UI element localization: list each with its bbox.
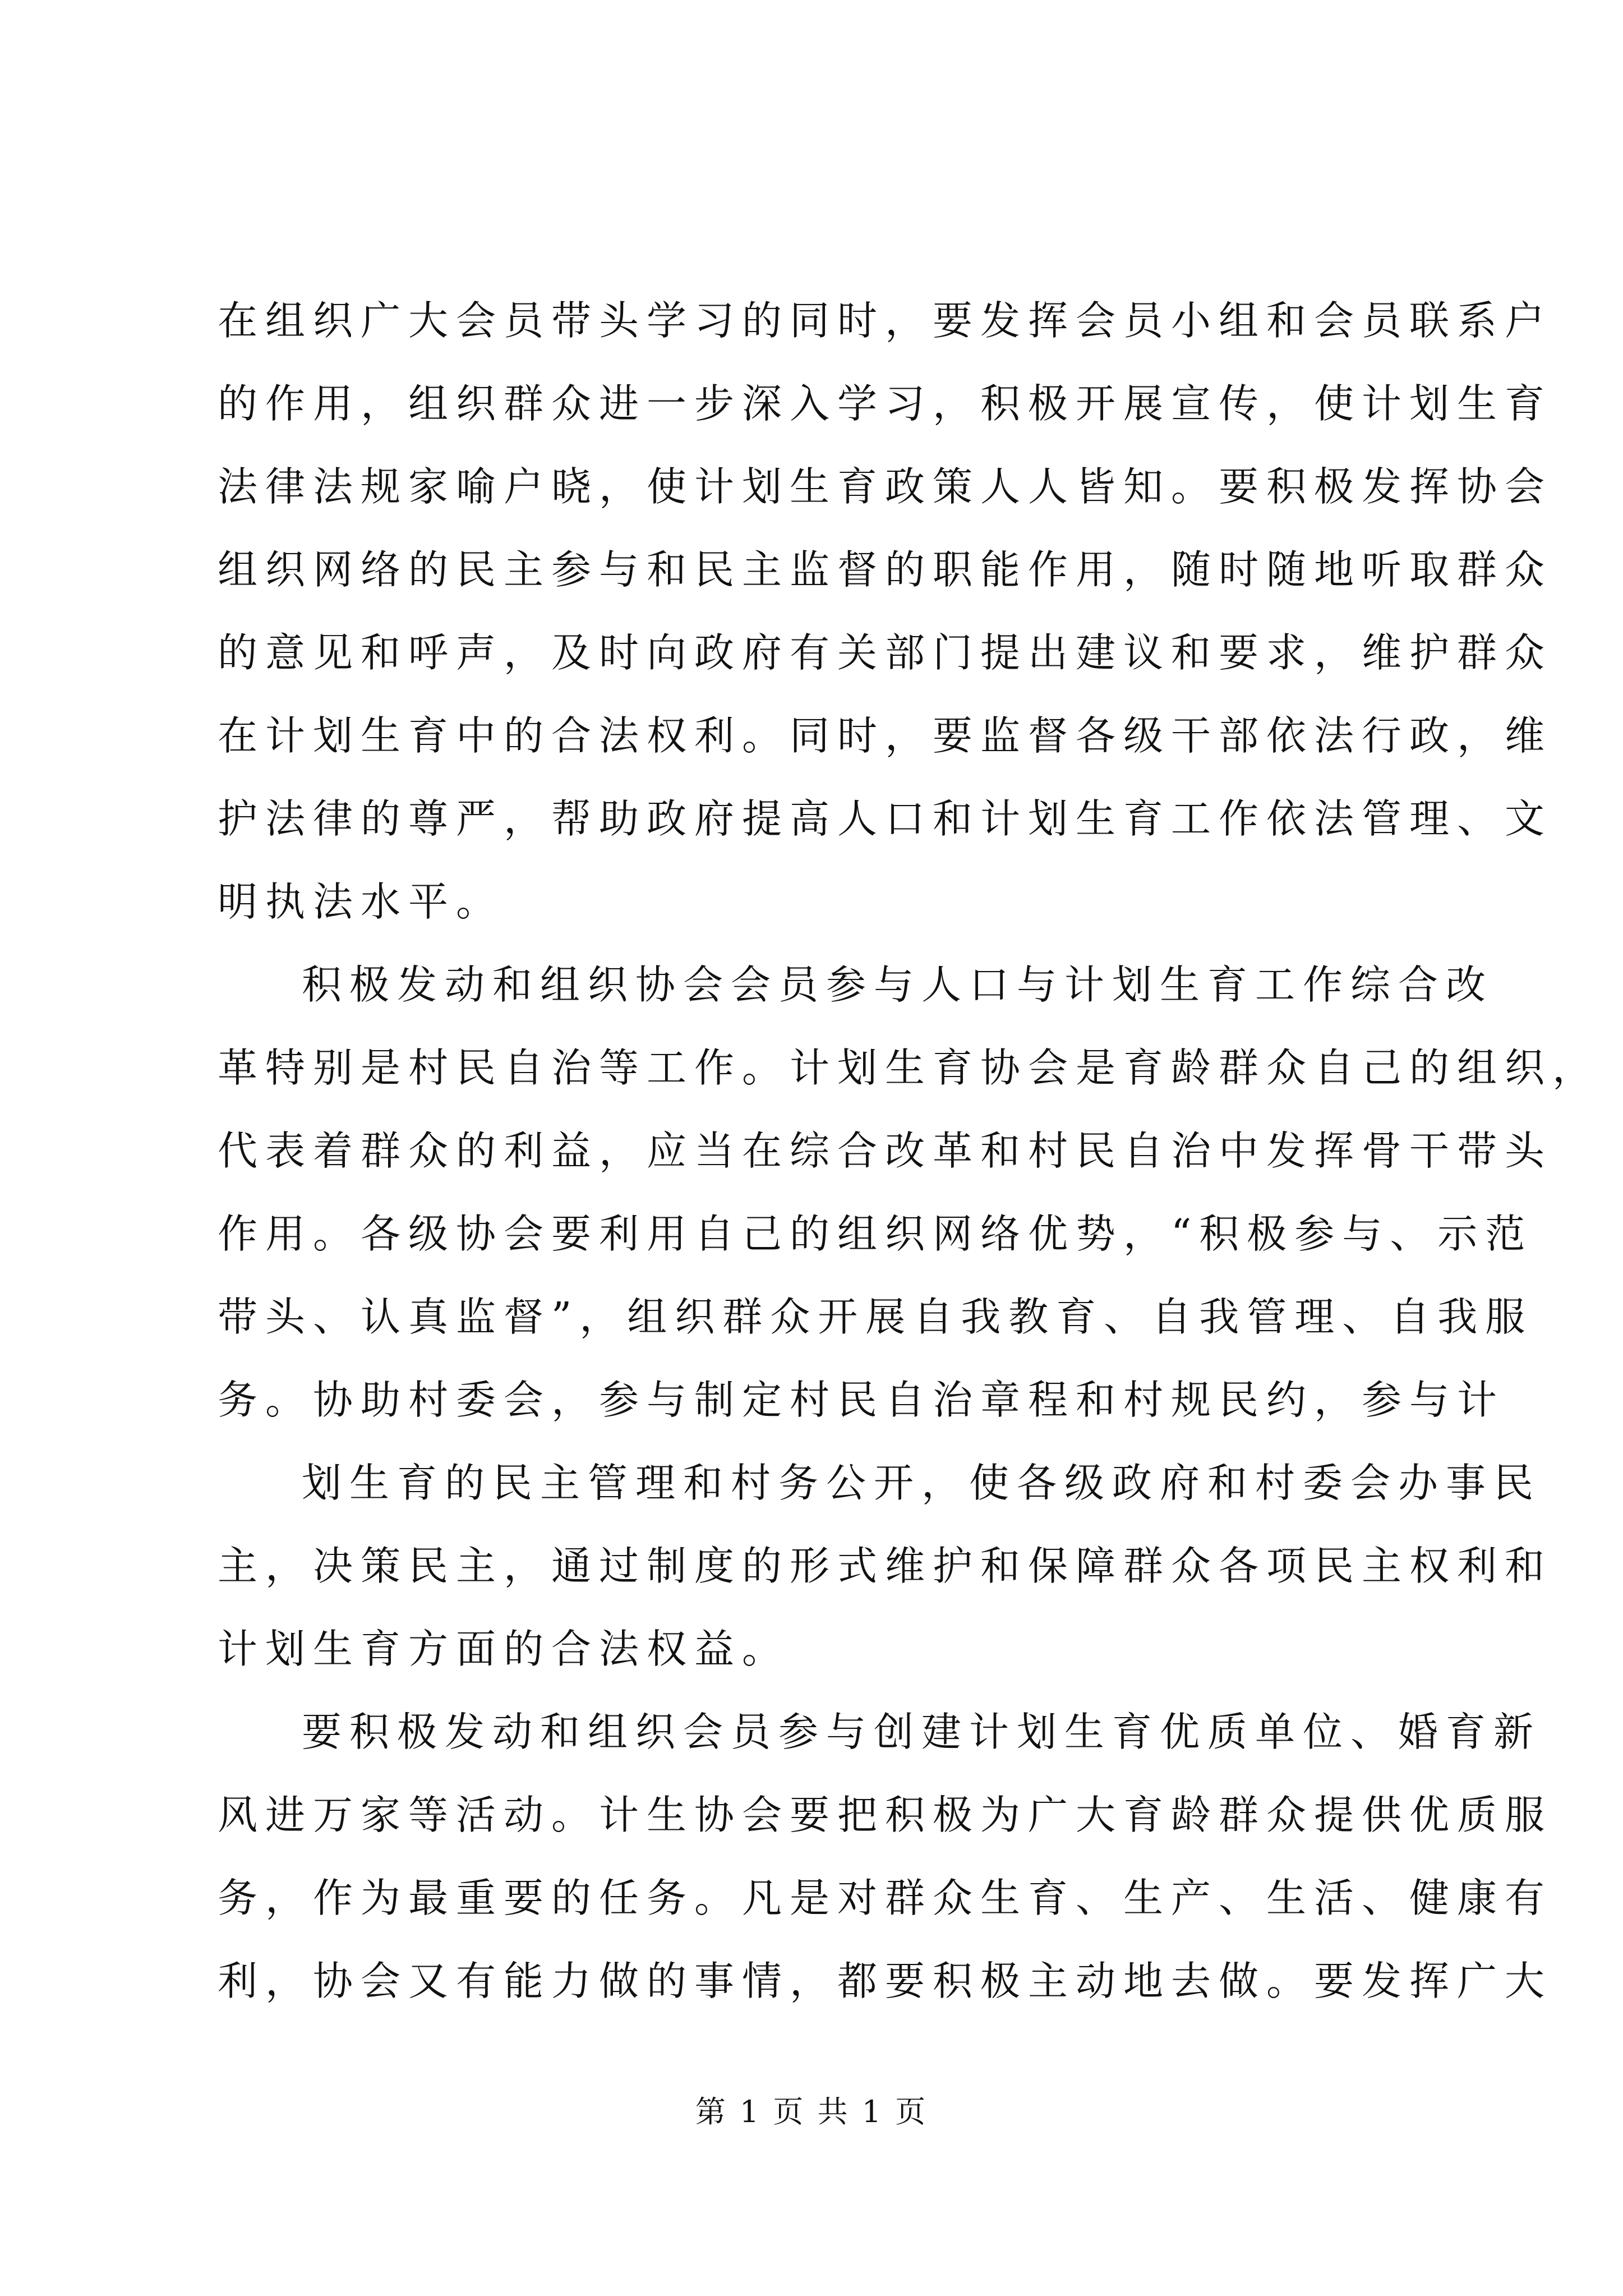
text-line: 的作用，组织群众进一步深入学习，积极开展宣传，使计划生育 [218,380,1553,427]
text-line: 作用。各级协会要利用自己的组织网络优势，“积极参与、示范 [218,1211,1533,1257]
page-number-footer: 第 1 页 共 1 页 [695,2094,928,2129]
text-line: 的意见和呼声，及时向政府有关部门提出建议和要求，维护群众 [218,629,1553,676]
paragraph-start-line: 积极发动和组织协会会员参与人口与计划生育工作综合改 [302,961,1494,1008]
text-line: 在组织广大会员带头学习的同时，要发挥会员小组和会员联系户 [218,297,1553,344]
paragraph-start-line: 要积极发动和组织会员参与创建计划生育优质单位、婚育新 [302,1709,1542,1755]
text-line: 组织网络的民主参与和民主监督的职能作用，随时随地听取群众 [218,546,1553,593]
text-line: 风进万家等活动。计生协会要把积极为广大育龄群众提供优质服 [218,1792,1553,1838]
text-line: 护法律的尊严，帮助政府提高人口和计划生育工作依法管理、文 [218,795,1553,842]
text-line: 代表着群众的利益，应当在综合改革和村民自治中发挥骨干带头 [218,1128,1553,1174]
text-line: 利，协会又有能力做的事情，都要积极主动地去做。要发挥广大 [218,1958,1553,2004]
text-line: 法律法规家喻户晓，使计划生育政策人人皆知。要积极发挥协会 [218,463,1553,510]
text-line: 务。协助村委会，参与制定村民自治章程和村规民约，参与计 [218,1377,1505,1423]
text-line: 革特别是村民自治等工作。计划生育协会是育龄群众自己的组织， [218,1045,1601,1091]
text-line: 计划生育方面的合法权益。 [218,1626,790,1672]
text-line: 带头、认真监督”，组织群众开展自我教育、自我管理、自我服 [218,1294,1533,1340]
text-line: 务，作为最重要的任务。凡是对群众生育、生产、生活、健康有 [218,1875,1553,1921]
paragraph-start-line: 划生育的民主管理和村务公开，使各级政府和村委会办事民 [302,1460,1542,1506]
text-line: 主，决策民主，通过制度的形式维护和保障群众各项民主权利和 [218,1543,1553,1589]
text-line: 明执法水平。 [218,878,504,925]
text-line: 在计划生育中的合法权利。同时，要监督各级干部依法行政，维 [218,712,1553,759]
